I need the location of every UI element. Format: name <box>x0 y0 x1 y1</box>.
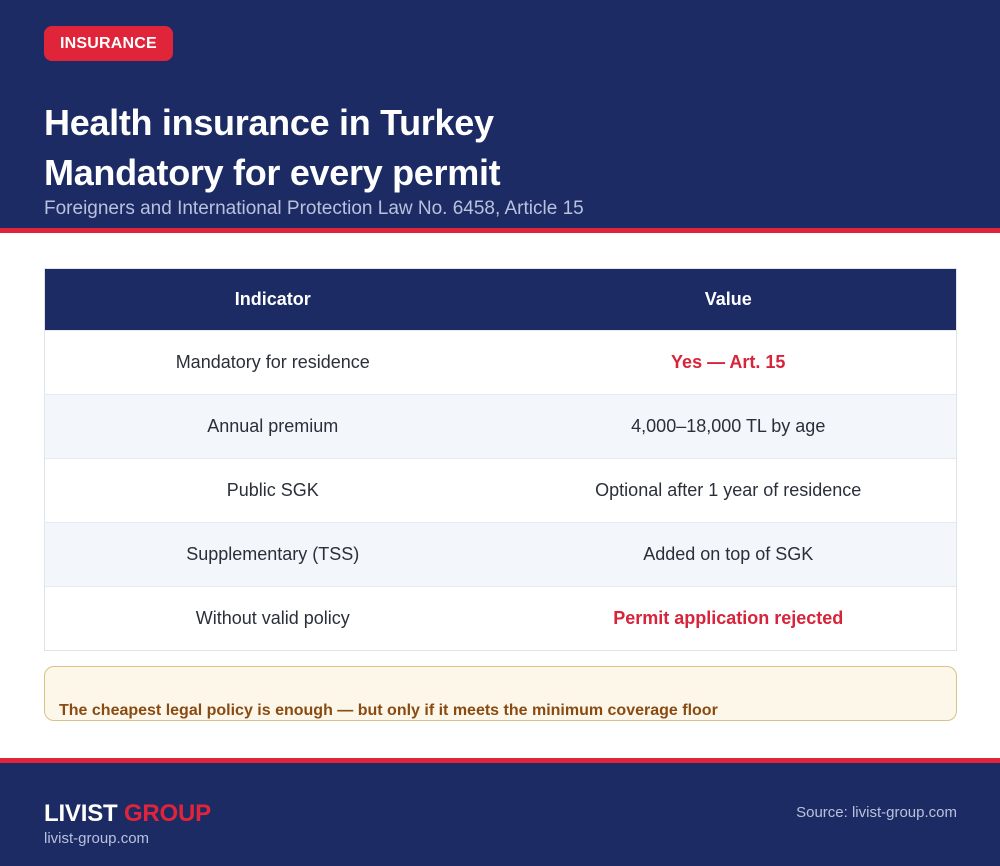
header-accent-stripe <box>0 228 1000 233</box>
category-badge: INSURANCE <box>44 26 173 61</box>
cell-value: Added on top of SGK <box>501 522 957 586</box>
website-url: livist-group.com <box>44 830 150 847</box>
page-title <box>44 98 944 198</box>
title-line-2: Mandatory for every permit <box>44 152 501 193</box>
table-header-row <box>45 269 956 330</box>
note-text: The cheapest legal policy is enough — but only if it meets the minimum coverage floor <box>59 702 718 719</box>
column-header-indicator: Indicator <box>45 269 501 330</box>
table-row <box>45 330 956 394</box>
info-table <box>44 268 957 651</box>
page-subtitle: Foreigners and International Protection Law No. 6458, Article 15 <box>44 198 584 219</box>
table-row <box>45 586 956 650</box>
cell-value-highlight: Yes — Art. 15 <box>501 330 957 394</box>
cell-indicator: Public SGK <box>45 458 501 522</box>
source-credit: Source: livist-group.com <box>796 804 957 821</box>
title-line-1: Health insurance in Turkey <box>44 102 494 143</box>
brand-name-part-1: LIVIST <box>44 800 118 827</box>
brand-name-part-2: GROUP <box>123 800 211 827</box>
table-row <box>45 522 956 586</box>
brand-logo <box>44 799 211 829</box>
cell-indicator: Annual premium <box>45 394 501 458</box>
cell-value-highlight: Permit application rejected <box>501 586 957 650</box>
header-banner <box>0 0 1000 228</box>
cell-indicator: Supplementary (TSS) <box>45 522 501 586</box>
cell-indicator: Mandatory for residence <box>45 330 501 394</box>
note-callout <box>44 666 957 721</box>
footer <box>0 763 1000 866</box>
cell-value: 4,000–18,000 TL by age <box>501 394 957 458</box>
table-row <box>45 394 956 458</box>
table-row <box>45 458 956 522</box>
cell-value: Optional after 1 year of residence <box>501 458 957 522</box>
cell-indicator: Without valid policy <box>45 586 501 650</box>
column-header-value: Value <box>501 269 957 330</box>
